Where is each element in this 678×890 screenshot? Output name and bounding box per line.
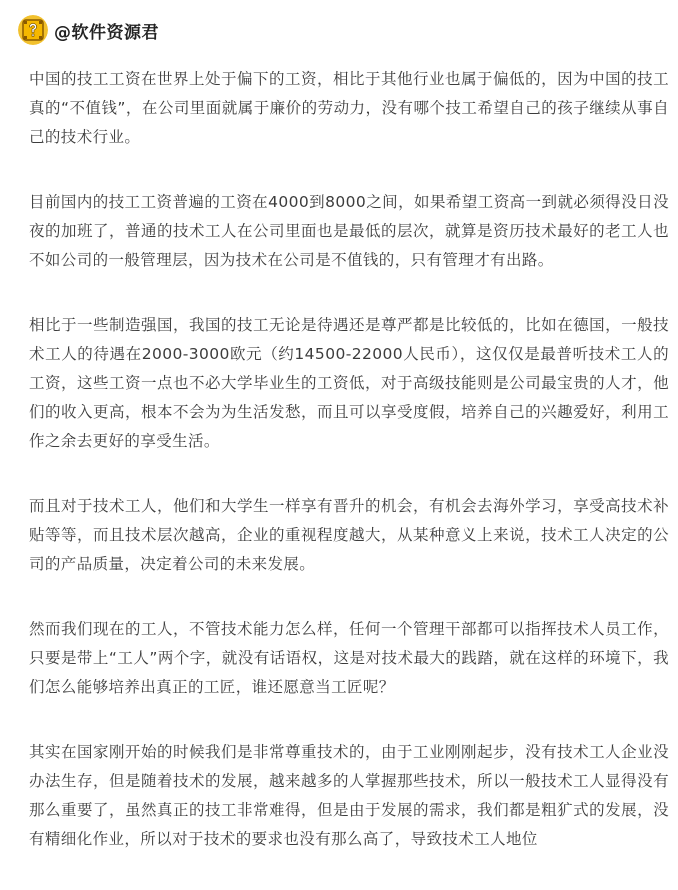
paragraph-6: 其实在国家刚开始的时候我们是非常尊重技术的，由于工业刚刚起步，没有技术工人企业没办法生存，但是随着技术的发展，越来越多的人掌握那些技术，所以一般技术工人显得没有那么重要了，虽然真正的技工非常难得，但是由于发展的需求，我们都是粗犷式的发展，没有精细化作业，所以对于技术的要求也没有那么高了，导致技术工人地位 — [29, 743, 669, 848]
paragraph-3: 相比于一些制造强国，我国的技工无论是待遇还是尊严都是比较低的，比如在德国，一般技术工人的待遇在2000-3000欧元（约14500-22000人民币），这仅仅是最普听技术工人的工资，这些工资一点也不必大学毕业生的工资低，对于高级技能则是公司最宝贵的人才，他们的收入更高，根本不会为为生活发愁，而且可以享受度假，培养自己的兴趣爱好，利用工作之余去更好的享受生活。 — [29, 316, 669, 450]
paragraph-4: 而且对于技术工人，他们和大学生一样享有晋升的机会，有机会去海外学习，享受高技术补贴等等，而且技术层次越高，企业的重视程度越大，从某种意义上来说，技术工人决定的公司的产品质量，决定着公司的未来发展。 — [29, 497, 669, 573]
paragraph-2: 目前国内的技工工资普遍的工资在4000到8000之间，如果希望工资高一到就必须得没日没夜的加班了，普通的技术工人在公司里面也是最低的层次，就算是资历技术最好的老工人也不如公司的一般管理层，因为技术在公司是不值钱的，只有管理才有出路。 — [29, 193, 669, 269]
author-header — [18, 12, 159, 48]
paragraph-5: 然而我们现在的工人，不管技术能力怎么样，任何一个管理干部都可以指挥技术人员工作，只要是带上“工人”两个字，就没有话语权，这是对技术最大的践踏，就在这样的环境下，我们怎么能够培养出真正的工匠，谁还愿意当工匠呢？ — [29, 620, 669, 696]
paragraph-1: 中国的技工工资在世界上处于偏下的工资，相比于其他行业也属于偏低的，因为中国的技工真的“不值钱”，在公司里面就属于廉价的劳动力，没有哪个技工希望自己的孩子继续从事自己的技术行业。 — [29, 70, 669, 146]
article-body — [29, 65, 669, 890]
author-name[interactable]: @软件资源君 — [54, 22, 159, 43]
question-block-icon[interactable] — [18, 15, 48, 45]
